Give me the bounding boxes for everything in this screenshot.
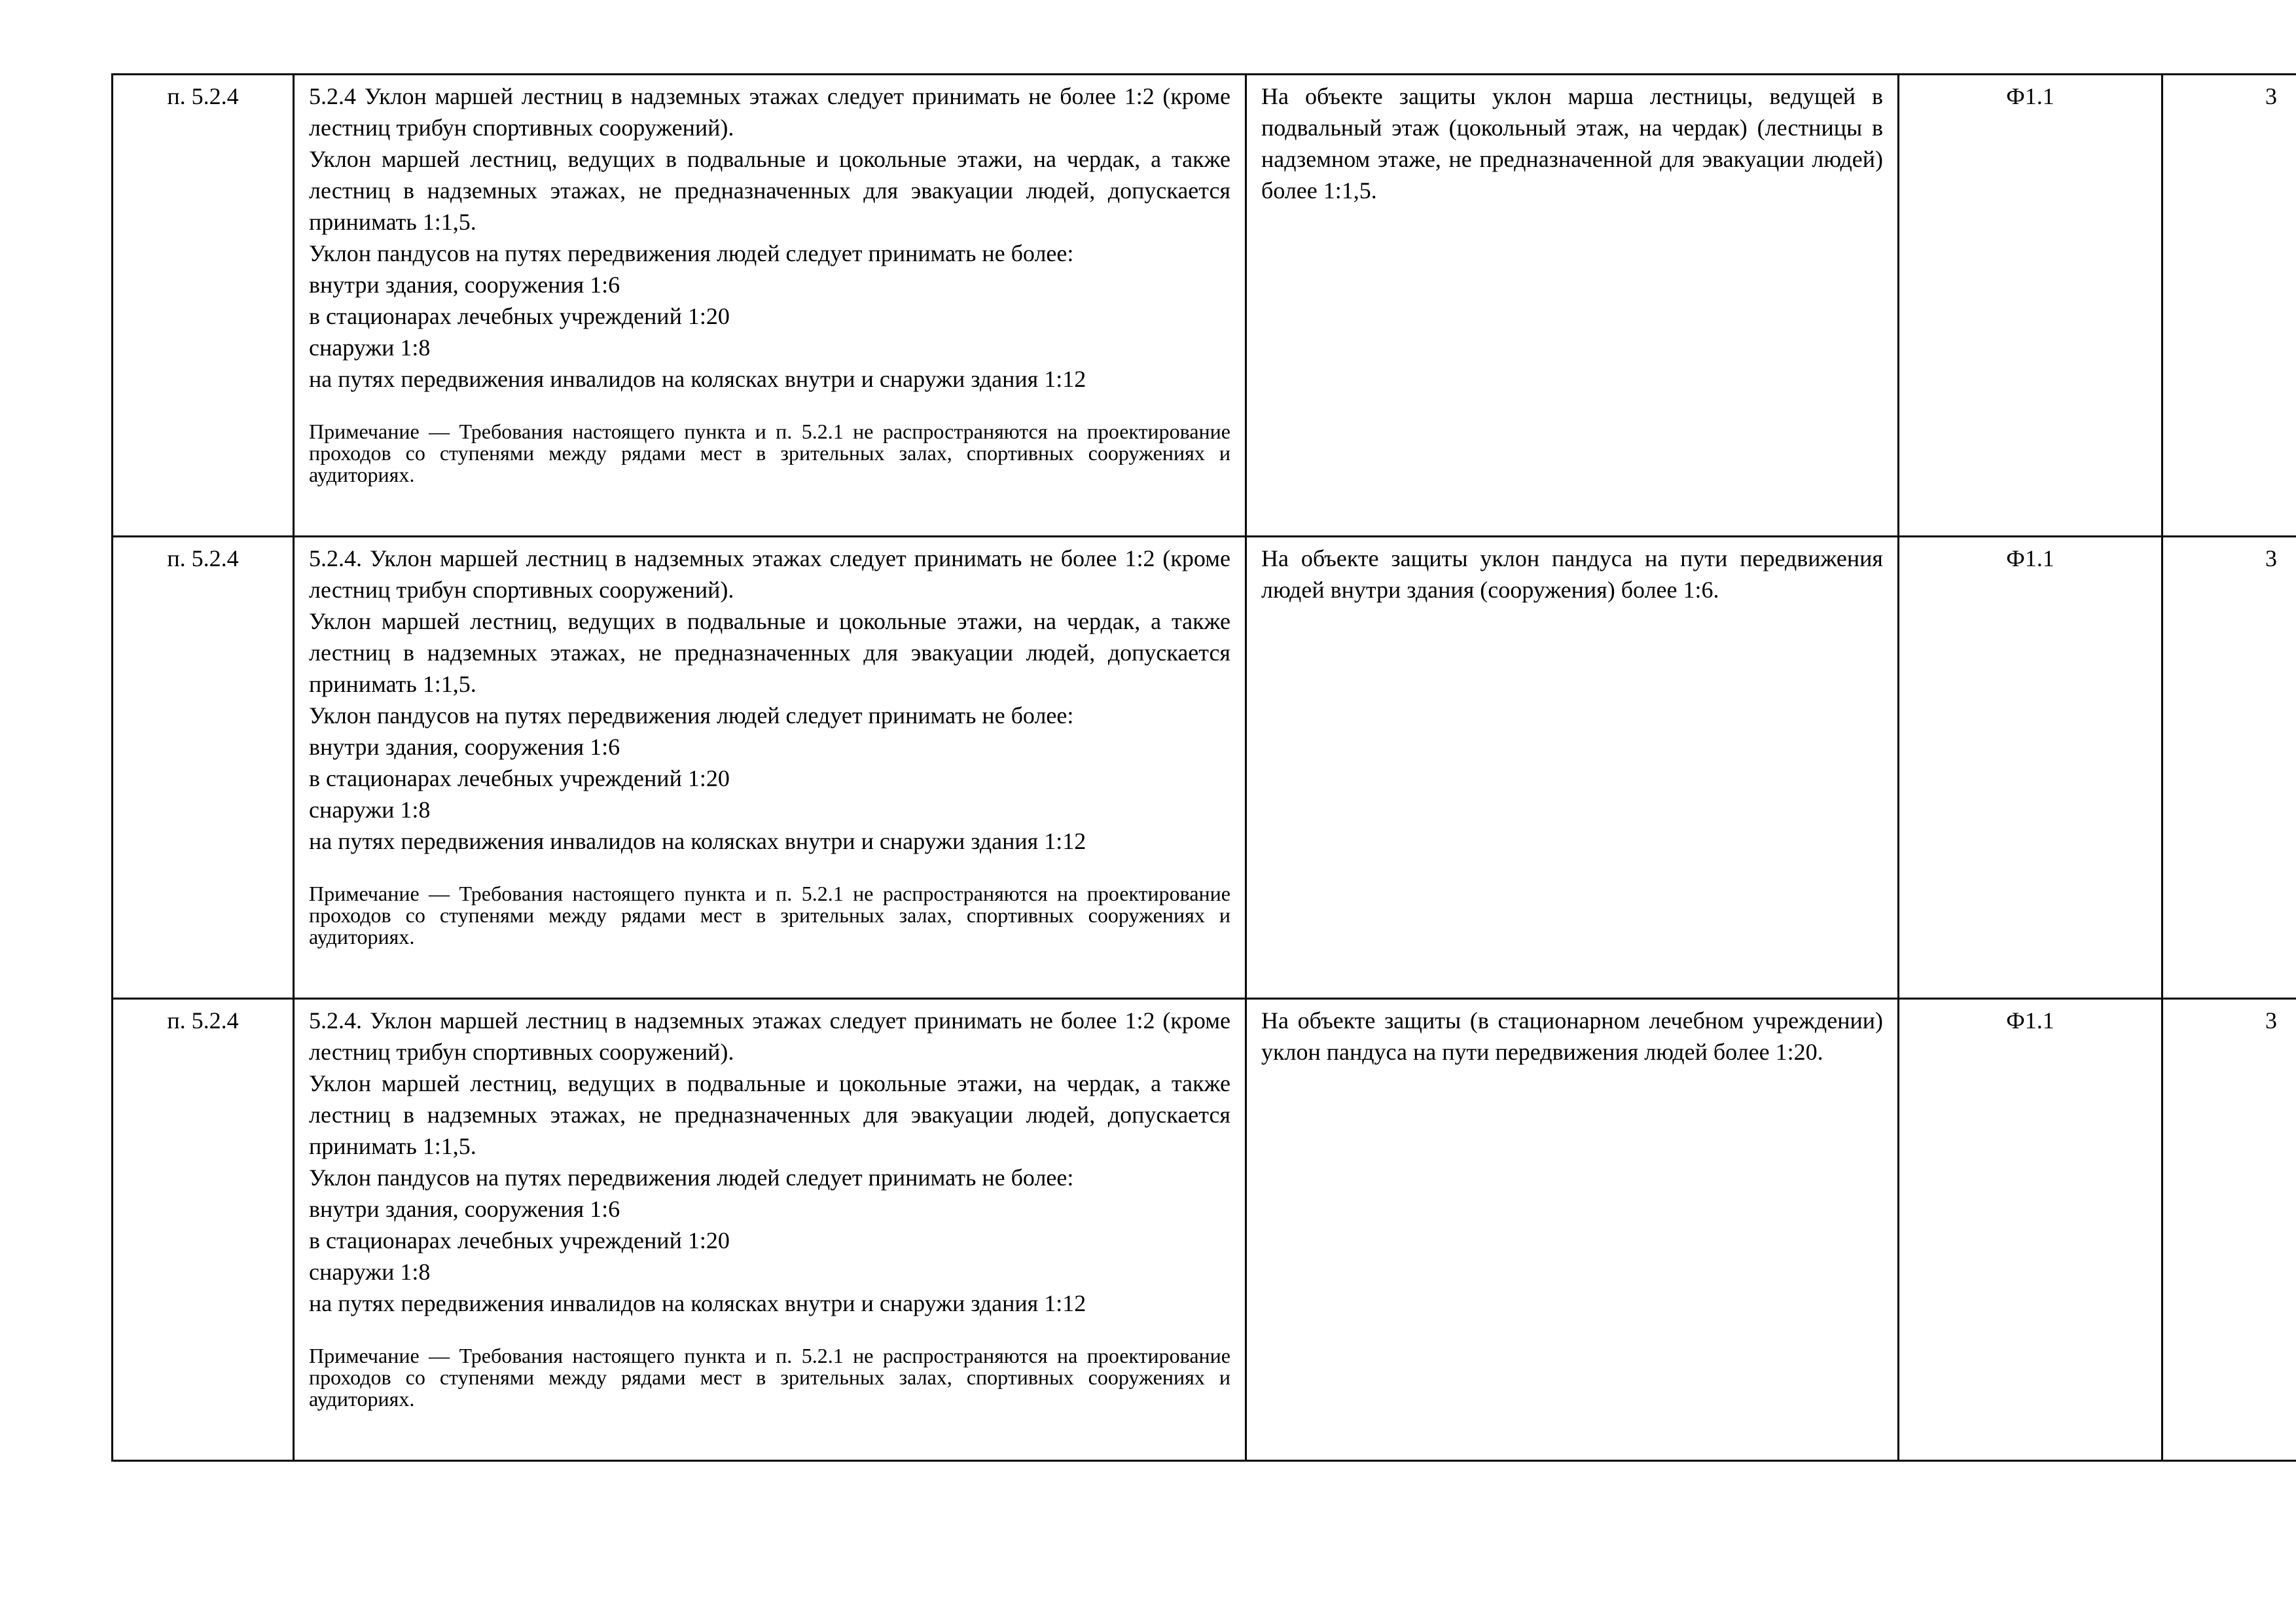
- table-row: [113, 75, 2296, 537]
- requirement-text-cell: [294, 75, 1246, 537]
- requirement-list-item: на путях передвижения инвалидов на колясках внутри и снаружи здания 1:12: [309, 1290, 1086, 1316]
- requirement-text-cell: [294, 999, 1246, 1461]
- requirement-list-item: внутри здания, сооружения 1:6: [309, 1196, 620, 1222]
- requirement-list-item: на путях передвижения инвалидов на колясках внутри и снаружи здания 1:12: [309, 828, 1086, 854]
- clause-reference-cell: [113, 75, 294, 537]
- requirement-paragraph: Уклон маршей лестниц, ведущих в подвальные и цокольные этажи, на чердак, а также лестниц в надземных этажах, не предназначенных для эвакуации людей, допускается принимать 1:1,5.: [309, 608, 1230, 697]
- requirement-list-item: внутри здания, сооружения 1:6: [309, 734, 620, 760]
- functional-class: Ф1.1: [2006, 83, 2054, 109]
- functional-class-cell: [1899, 537, 2162, 999]
- violation-description: На объекте защиты (в стационарном лечебном учреждении) уклон пандуса на пути передвижения людей более 1:20.: [1261, 1007, 1883, 1065]
- requirement-list-item: в стационарах лечебных учреждений 1:20: [309, 303, 730, 329]
- functional-class: Ф1.1: [2006, 545, 2054, 571]
- requirement-paragraph: Уклон маршей лестниц, ведущих в подвальные и цокольные этажи, на чердак, а также лестниц в надземных этажах, не предназначенных для эвакуации людей, допускается принимать 1:1,5.: [309, 146, 1230, 235]
- violation-description: На объекте защиты уклон марша лестницы, ведущей в подвальный этаж (цокольный этаж, на чердак) (лестницы в надземном этаже, не предназначенной для эвакуации людей) более 1:1,5.: [1261, 83, 1883, 204]
- requirement-note: Примечание — Требования настоящего пункта и п. 5.2.1 не распространяются на проектирование проходов со ступенями между рядами мест в зрительных залах, спортивных сооружениях и аудиториях.: [309, 1344, 1230, 1411]
- requirement-list-item: в стационарах лечебных учреждений 1:20: [309, 765, 730, 791]
- risk-level: 3: [2265, 545, 2277, 571]
- requirement-list-item: снаружи 1:8: [309, 797, 431, 823]
- risk-level: 3: [2265, 1007, 2277, 1034]
- functional-class-cell: [1899, 999, 2162, 1461]
- requirement-note: Примечание — Требования настоящего пункта и п. 5.2.1 не распространяются на проектирование проходов со ступенями между рядами мест в зрительных залах, спортивных сооружениях и аудиториях.: [309, 882, 1230, 948]
- clause-reference: п. 5.2.4: [167, 545, 239, 571]
- risk-level-cell: [2162, 537, 2296, 999]
- clause-reference-cell: [113, 537, 294, 999]
- functional-class-cell: [1899, 75, 2162, 537]
- requirement-note: Примечание — Требования настоящего пункта и п. 5.2.1 не распространяются на проектирование проходов со ступенями между рядами мест в зрительных залах, спортивных сооружениях и аудиториях.: [309, 420, 1230, 486]
- requirements-table: [111, 73, 2296, 1462]
- violation-description: На объекте защиты уклон пандуса на пути передвижения людей внутри здания (сооружения) более 1:6.: [1261, 545, 1883, 603]
- requirement-list-item: снаружи 1:8: [309, 334, 431, 361]
- requirement-paragraph: 5.2.4. Уклон маршей лестниц в надземных этажах следует принимать не более 1:2 (кроме лестниц трибун спортивных сооружений).: [309, 1007, 1230, 1065]
- requirement-list-item: снаружи 1:8: [309, 1259, 431, 1285]
- violation-description-cell: [1246, 999, 1899, 1461]
- clause-reference: п. 5.2.4: [167, 1007, 239, 1034]
- table-row: [113, 537, 2296, 999]
- table-row: [113, 999, 2296, 1461]
- clause-reference-cell: [113, 999, 294, 1461]
- requirement-paragraph: Уклон маршей лестниц, ведущих в подвальные и цокольные этажи, на чердак, а также лестниц в надземных этажах, не предназначенных для эвакуации людей, допускается принимать 1:1,5.: [309, 1070, 1230, 1159]
- risk-level-cell: [2162, 75, 2296, 537]
- clause-reference: п. 5.2.4: [167, 83, 239, 109]
- requirement-paragraph: 5.2.4 Уклон маршей лестниц в надземных этажах следует принимать не более 1:2 (кроме лестниц трибун спортивных сооружений).: [309, 83, 1230, 141]
- requirement-text-cell: [294, 537, 1246, 999]
- risk-level-cell: [2162, 999, 2296, 1461]
- requirement-list-item: внутри здания, сооружения 1:6: [309, 272, 620, 298]
- violation-description-cell: [1246, 75, 1899, 537]
- requirement-list-item: на путях передвижения инвалидов на колясках внутри и снаружи здания 1:12: [309, 366, 1086, 392]
- requirement-paragraph: Уклон пандусов на путях передвижения людей следует принимать не более:: [309, 702, 1074, 729]
- functional-class: Ф1.1: [2006, 1007, 2054, 1034]
- requirement-paragraph: Уклон пандусов на путях передвижения людей следует принимать не более:: [309, 240, 1074, 266]
- requirement-list-item: в стационарах лечебных учреждений 1:20: [309, 1227, 730, 1254]
- requirement-paragraph: Уклон пандусов на путях передвижения людей следует принимать не более:: [309, 1164, 1074, 1191]
- risk-level: 3: [2265, 83, 2277, 109]
- violation-description-cell: [1246, 537, 1899, 999]
- requirement-paragraph: 5.2.4. Уклон маршей лестниц в надземных этажах следует принимать не более 1:2 (кроме лестниц трибун спортивных сооружений).: [309, 545, 1230, 603]
